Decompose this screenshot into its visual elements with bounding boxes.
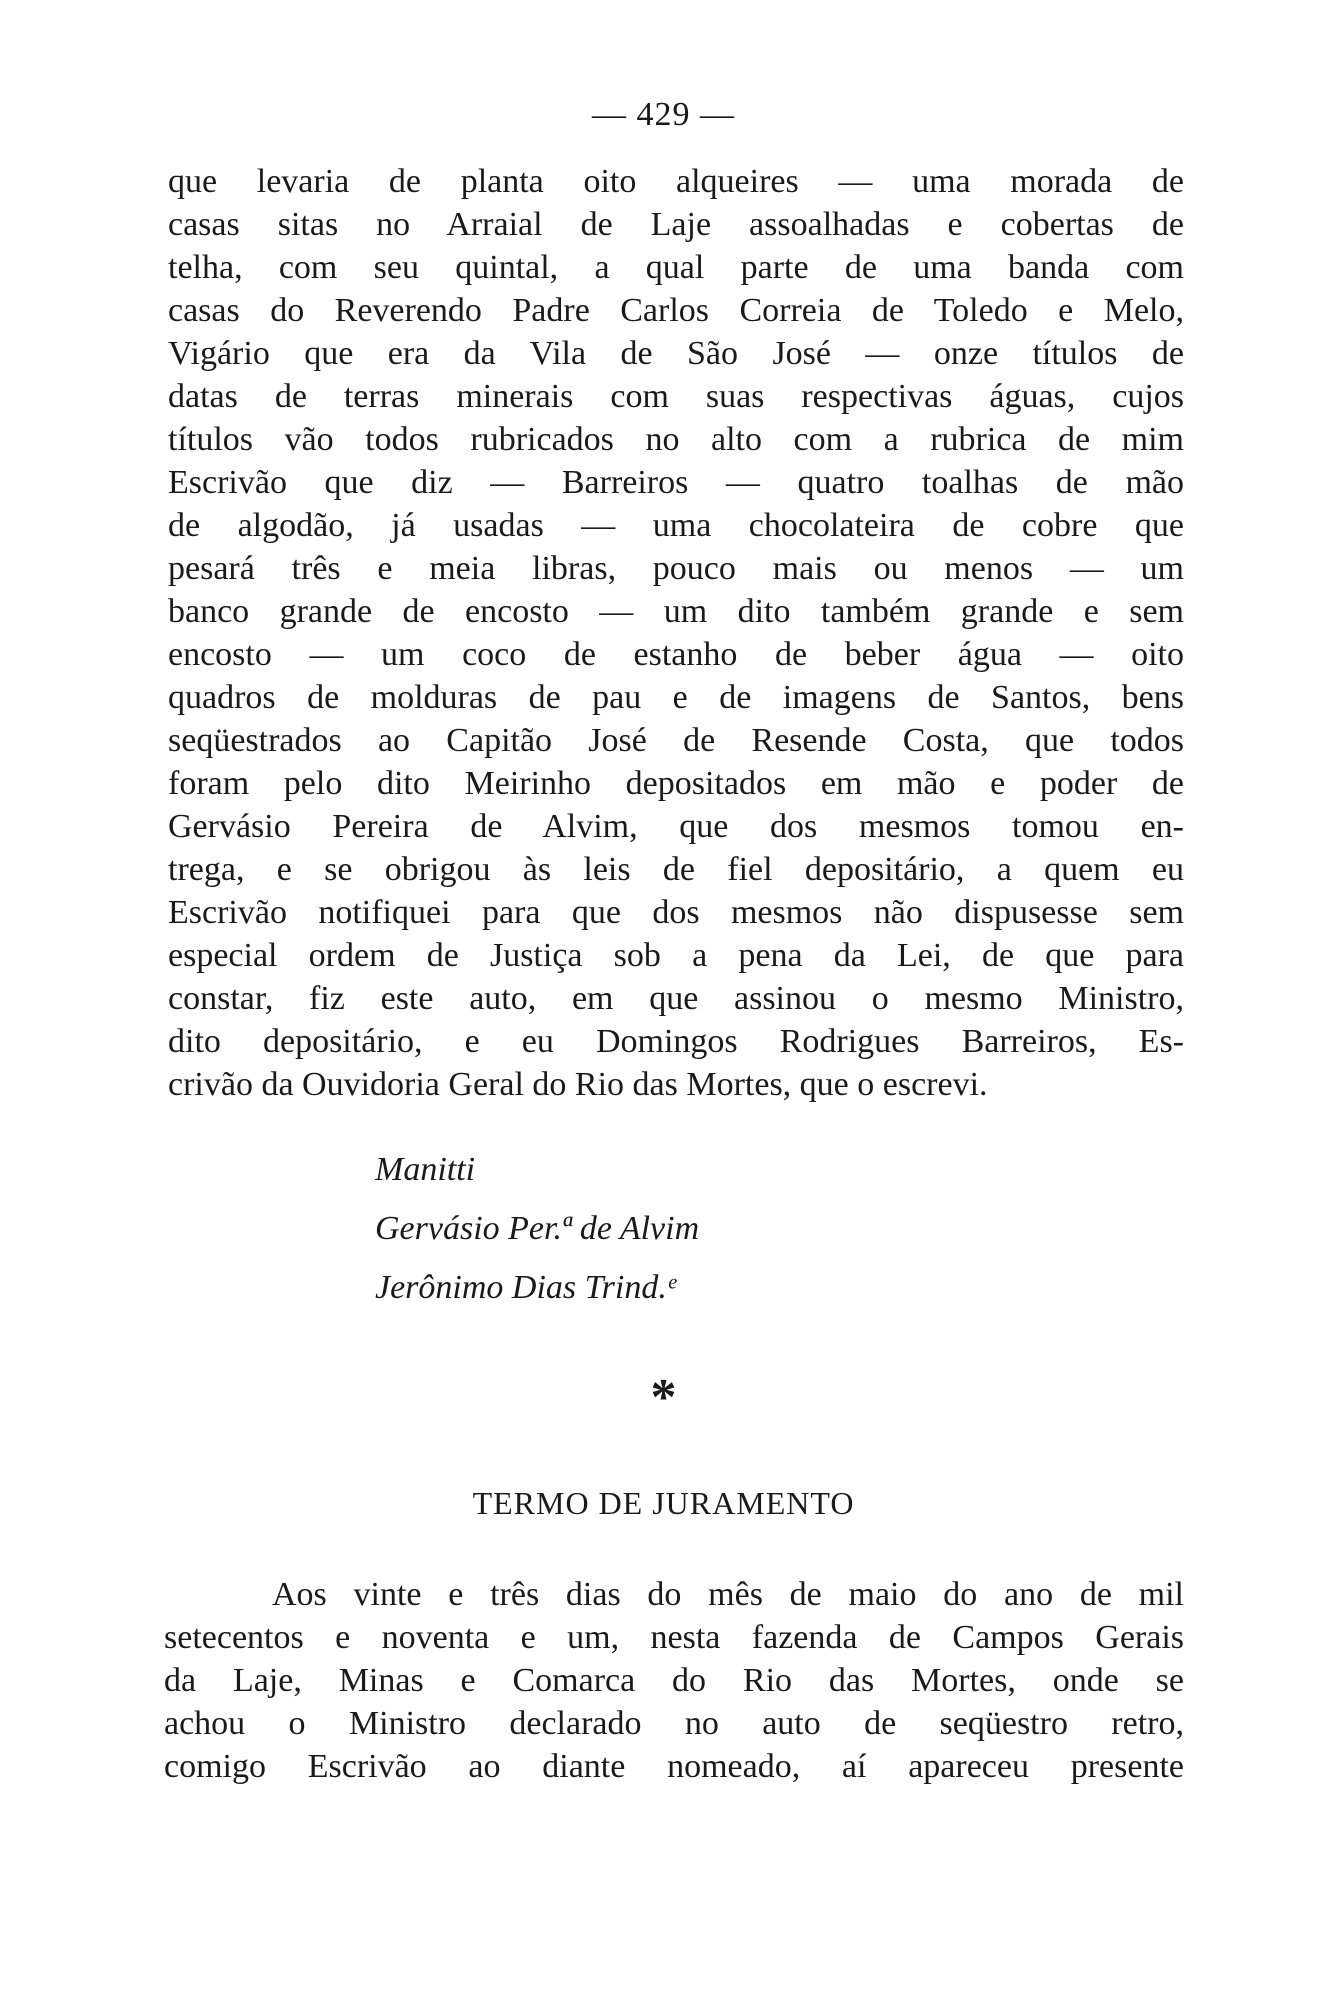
signature-name: Jerônimo Dias Trind.ᵉ: [375, 1269, 676, 1306]
text-line: comigo Escrivão ao diante nomeado, aí apareceu presente: [164, 1748, 1184, 1785]
body-paragraph: [168, 160, 1184, 1106]
page-number: — 429 —: [592, 96, 735, 133]
text-line: constar, fiz este auto, em que assinou o mesmo Ministro,: [168, 980, 1184, 1017]
text-line: foram pelo dito Meirinho depositados em mão e poder de: [168, 765, 1184, 802]
text-line: achou o Ministro declarado no auto de seqüestro retro,: [164, 1705, 1184, 1742]
section-title: TERMO DE JURAMENTO: [472, 1485, 855, 1521]
text-line: banco grande de encosto — um dito também grande e sem: [168, 593, 1184, 630]
text-line: setecentos e noventa e um, nesta fazenda de Campos Gerais: [164, 1619, 1184, 1656]
text-line: dito depositário, e eu Domingos Rodrigues Barreiros, Es-: [168, 1023, 1184, 1060]
text-line: telha, com seu quintal, a qual parte de uma banda com: [168, 249, 1184, 286]
text-line: encosto — um coco de estanho de beber água — oito: [168, 636, 1184, 673]
signature-block: [375, 1140, 699, 1317]
text-line: datas de terras minerais com suas respectivas águas, cujos: [168, 378, 1184, 415]
text-line: quadros de molduras de pau e de imagens de Santos, bens: [168, 679, 1184, 716]
text-line: que levaria de planta oito alqueires — uma morada de: [168, 163, 1184, 200]
text-line: casas do Reverendo Padre Carlos Correia de Toledo e Melo,: [168, 292, 1184, 329]
text-line: casas sitas no Arraial de Laje assoalhadas e cobertas de: [168, 206, 1184, 243]
section-paragraph: [164, 1573, 1184, 1788]
text-line: Aos vinte e três dias do mês de maio do ano de mil: [272, 1576, 1184, 1613]
text-line: trega, e se obrigou às leis de fiel depositário, a quem eu: [168, 851, 1184, 888]
text-line: seqüestrados ao Capitão José de Resende Costa, que todos: [168, 722, 1184, 759]
text-line: especial ordem de Justiça sob a pena da Lei, de que para: [168, 937, 1184, 974]
text-line: Escrivão que diz — Barreiros — quatro toalhas de mão: [168, 464, 1184, 501]
text-line: crivão da Ouvidoria Geral do Rio das Mortes, que o escrevi.: [168, 1066, 988, 1103]
asterisk-separator: *: [650, 1369, 677, 1426]
text-line: Vigário que era da Vila de São José — onze títulos de: [168, 335, 1184, 372]
text-line: da Laje, Minas e Comarca do Rio das Mortes, onde se: [164, 1662, 1184, 1699]
text-line: pesará três e meia libras, pouco mais ou menos — um: [168, 550, 1184, 587]
signature-name: Gervásio Per.ª de Alvim: [375, 1210, 700, 1247]
text-line: Gervásio Pereira de Alvim, que dos mesmos tomou en-: [168, 808, 1184, 845]
signature-name: Manitti: [375, 1151, 476, 1188]
text-line: Escrivão notifiquei para que dos mesmos não dispusesse sem: [168, 894, 1184, 931]
text-line: de algodão, já usadas — uma chocolateira de cobre que: [168, 507, 1184, 544]
text-line: títulos vão todos rubricados no alto com a rubrica de mim: [168, 421, 1184, 458]
